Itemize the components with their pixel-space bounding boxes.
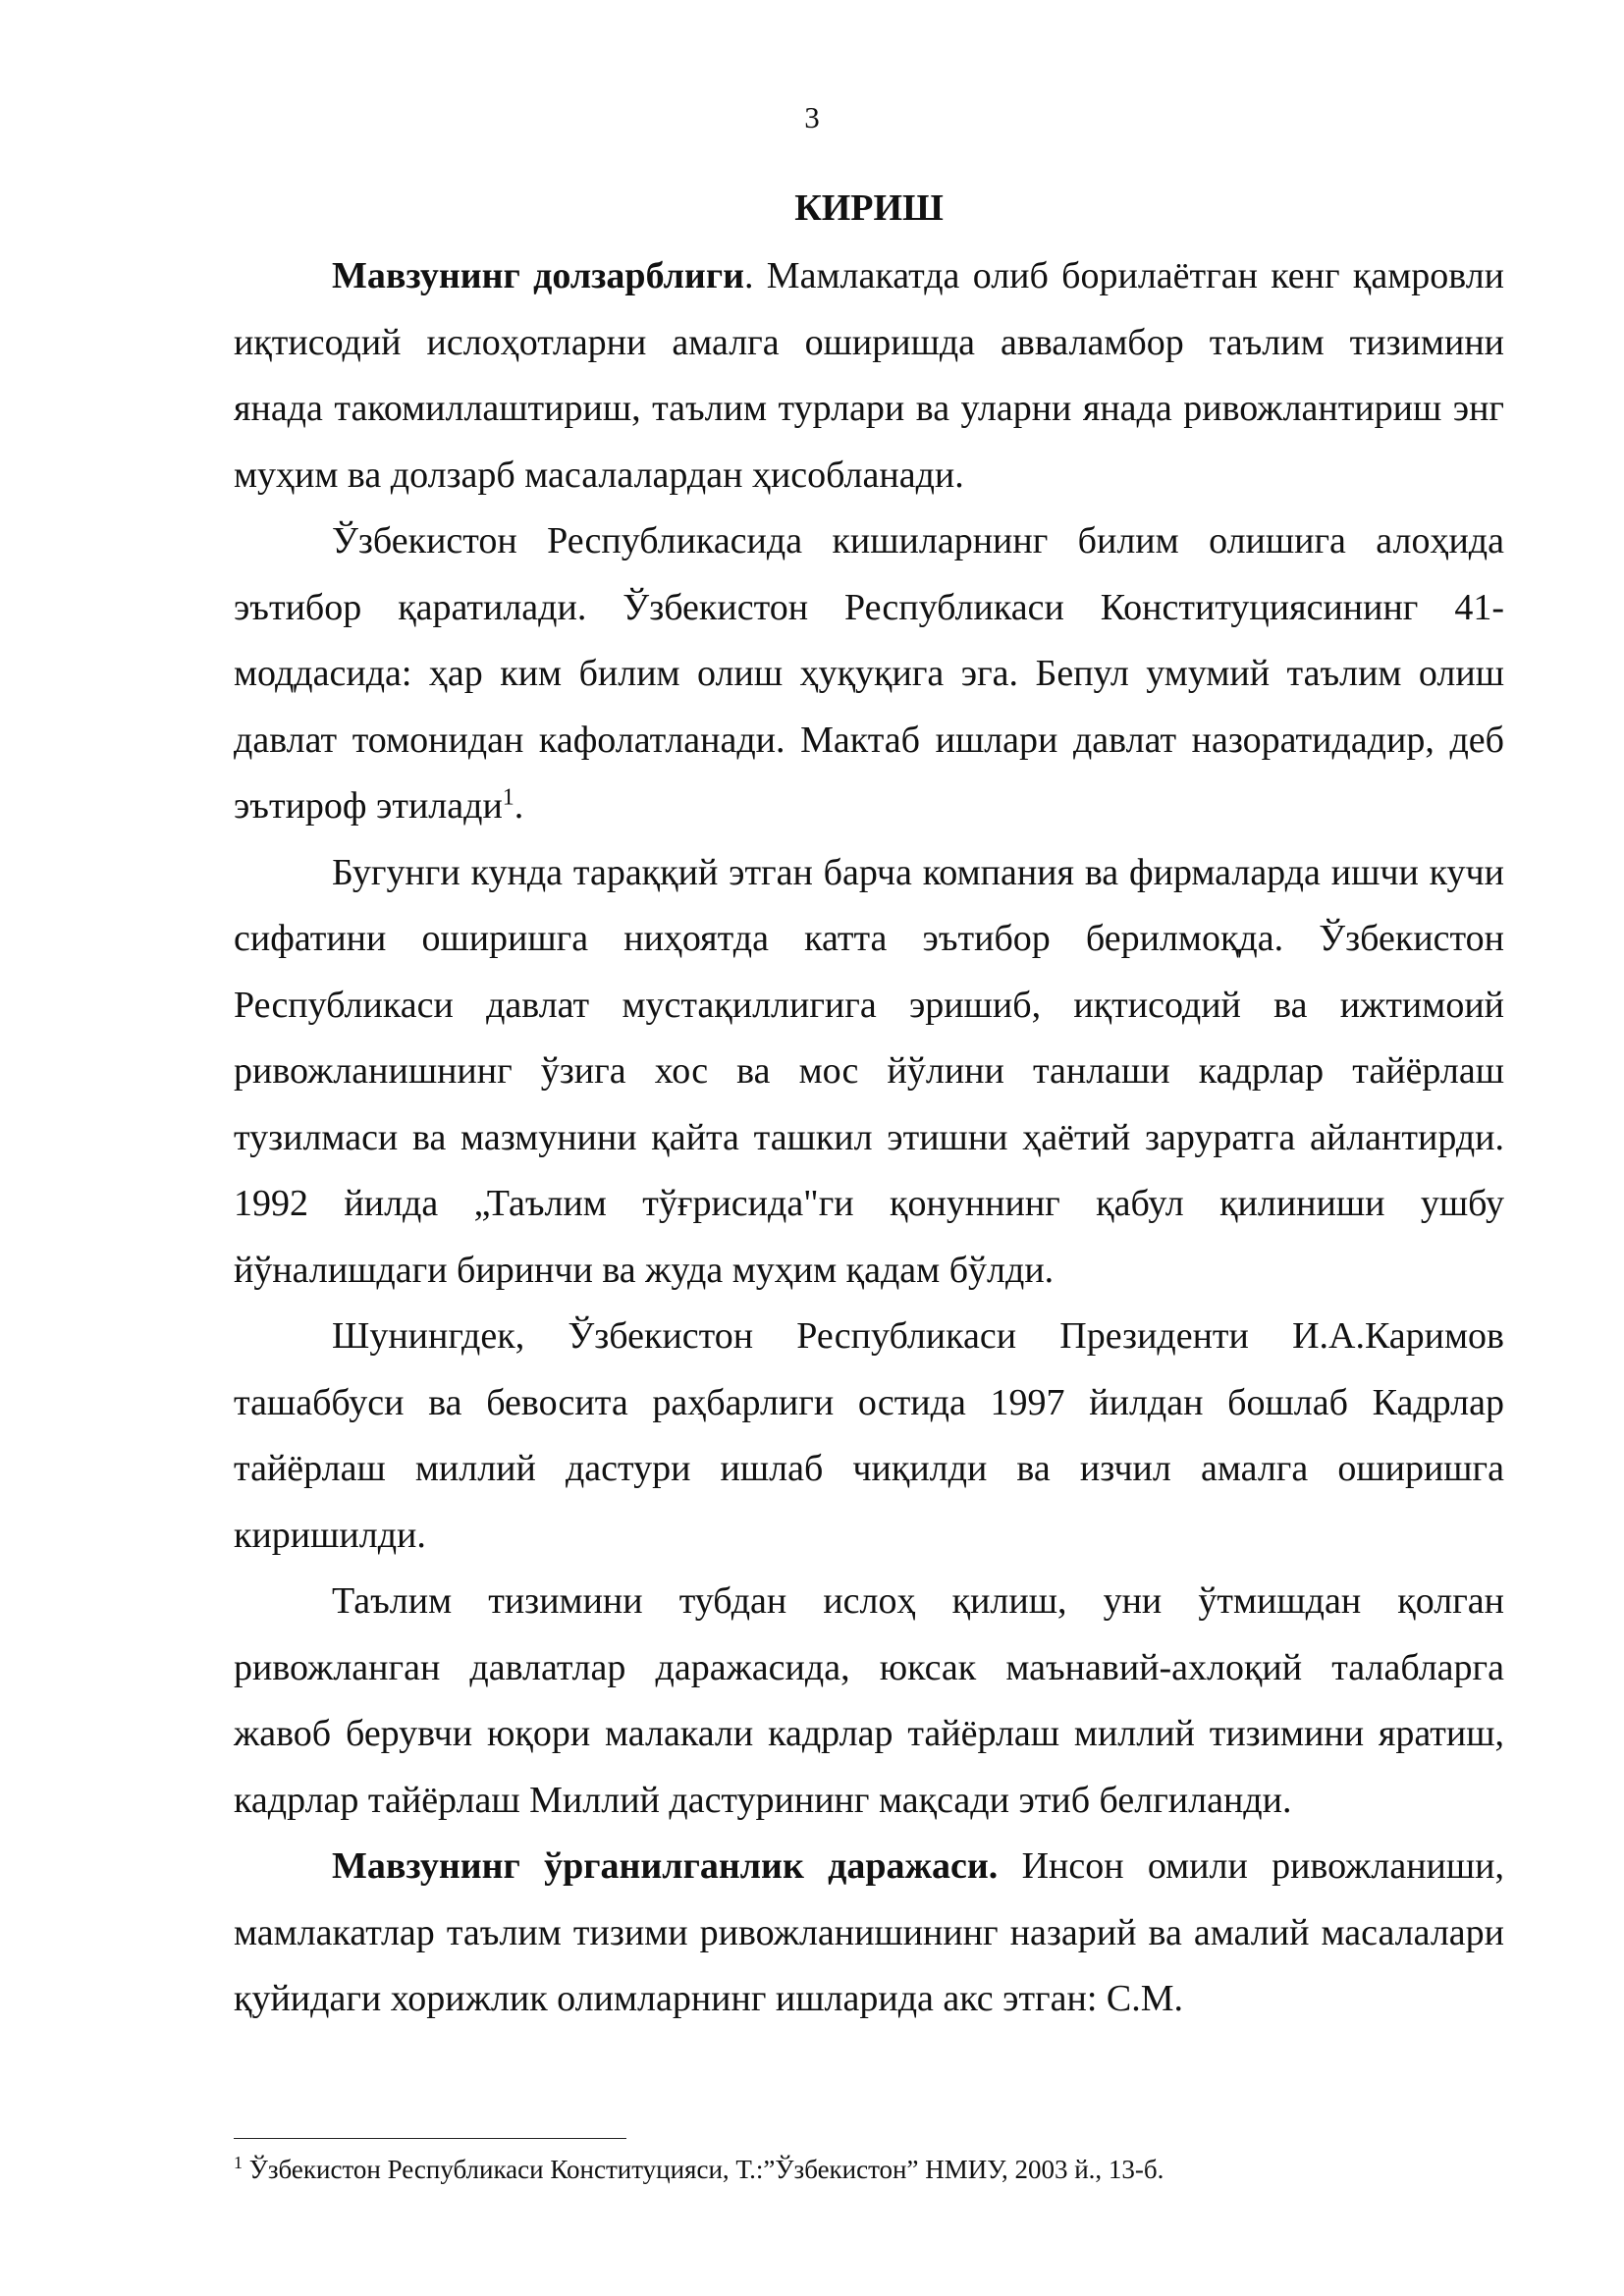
- paragraph-lead-bold: Мавзунинг долзарблиги: [332, 255, 744, 296]
- paragraph-text: Шунингдек, Ўзбекистон Республикаси Президенти И.А.Каримов ташаббуси ва бевосита раҳбарлиги остида 1997 йилдан бошлаб Кадрлар тайёрлаш миллий дастури ишлаб чиқилди ва изчил амалга оширишга киришилди.: [234, 1315, 1504, 1556]
- paragraph-relevance: [234, 243, 1504, 508]
- footnote-divider: [234, 2138, 626, 2139]
- paragraph-constitution: [234, 508, 1504, 840]
- paragraph-text: . Мамлакатда олиб борилаётган кенг қамровли иқтисодий ислоҳотларни амалга оширишда авваламбор таълим тизимини янада такомиллаштириш, таълим турлари ва уларни янада ривожлантириш энг муҳим ва долзарб масалалардан ҳисобланади.: [234, 255, 1504, 496]
- footnote-reference[interactable]: 1: [502, 784, 514, 811]
- paragraph-text-tail: .: [514, 785, 524, 827]
- paragraph-lead-bold: Мавзунинг ўрганилганлик даражаси.: [332, 1845, 999, 1887]
- section-heading: КИРИШ: [794, 187, 944, 229]
- paragraph-text: Таълим тизимини тубдан ислоҳ қилиш, уни ўтмишдан қолган ривожланган давлатлар даражасида, юксак маънавий-ахлоқий талабларга жавоб берувчи юқори малакали кадрлар тайёрлаш миллий тизимини яратиш, кадрлар тайёрлаш Миллий дастурининг мақсади этиб белгиланди.: [234, 1580, 1504, 1821]
- paragraph-text: Ўзбекистон Республикасида кишиларнинг билим олишига алоҳида эътибор қаратилади. Ўзбекистон Республикаси Конституциясининг 41-моддасида: ҳар ким билим олиш ҳуқуқига эга. Бепул умумий таълим олиш давлат томонидан кафолатланади. Мактаб ишлари давлат назоратидадир, деб эътироф этилади: [234, 520, 1504, 827]
- paragraph-study-degree: [234, 1834, 1504, 2033]
- paragraph-national-program: [234, 1304, 1504, 1569]
- footnote: [234, 2152, 1504, 2187]
- paragraph-text: Бугунги кунда тараққий этган барча компания ва фирмаларда ишчи кучи сифатини оширишга ниҳоятда катта эътибор берилмоқда. Ўзбекистон Республикаси давлат мустақиллигига эришиб, иқтисодий ва ижтимоий ривожланишнинг ўзига хос ва мос йўлини танлаши кадрлар тайёрлаш тузилмаси ва мазмунини қайта ташкил этишни ҳаётий заруратга айлантирди. 1992 йилда „Таълим тўғрисида"ги қонуннинг қабул қилиниши ушбу йўналишдаги биринчи ва жуда муҳим қадам бўлди.: [234, 851, 1504, 1291]
- paragraph-workforce: [234, 840, 1504, 1305]
- footnote-marker: 1: [234, 2153, 243, 2172]
- paragraph-reform-goal: [234, 1569, 1504, 1834]
- footnote-text: Ўзбекистон Республикаси Конституцияси, Т.:”Ўзбекистон” НМИУ, 2003 й., 13-б.: [243, 2155, 1164, 2184]
- page-body: [234, 183, 1504, 2033]
- paragraph-text: Инсон омили ривожланиши, мамлакатлар таълим тизими ривожланишининг назарий ва амалий масалалари қуйидаги хорижлик олимларнинг ишларида акс этган: С.М.: [234, 1845, 1504, 2019]
- page-number: 3: [804, 100, 820, 134]
